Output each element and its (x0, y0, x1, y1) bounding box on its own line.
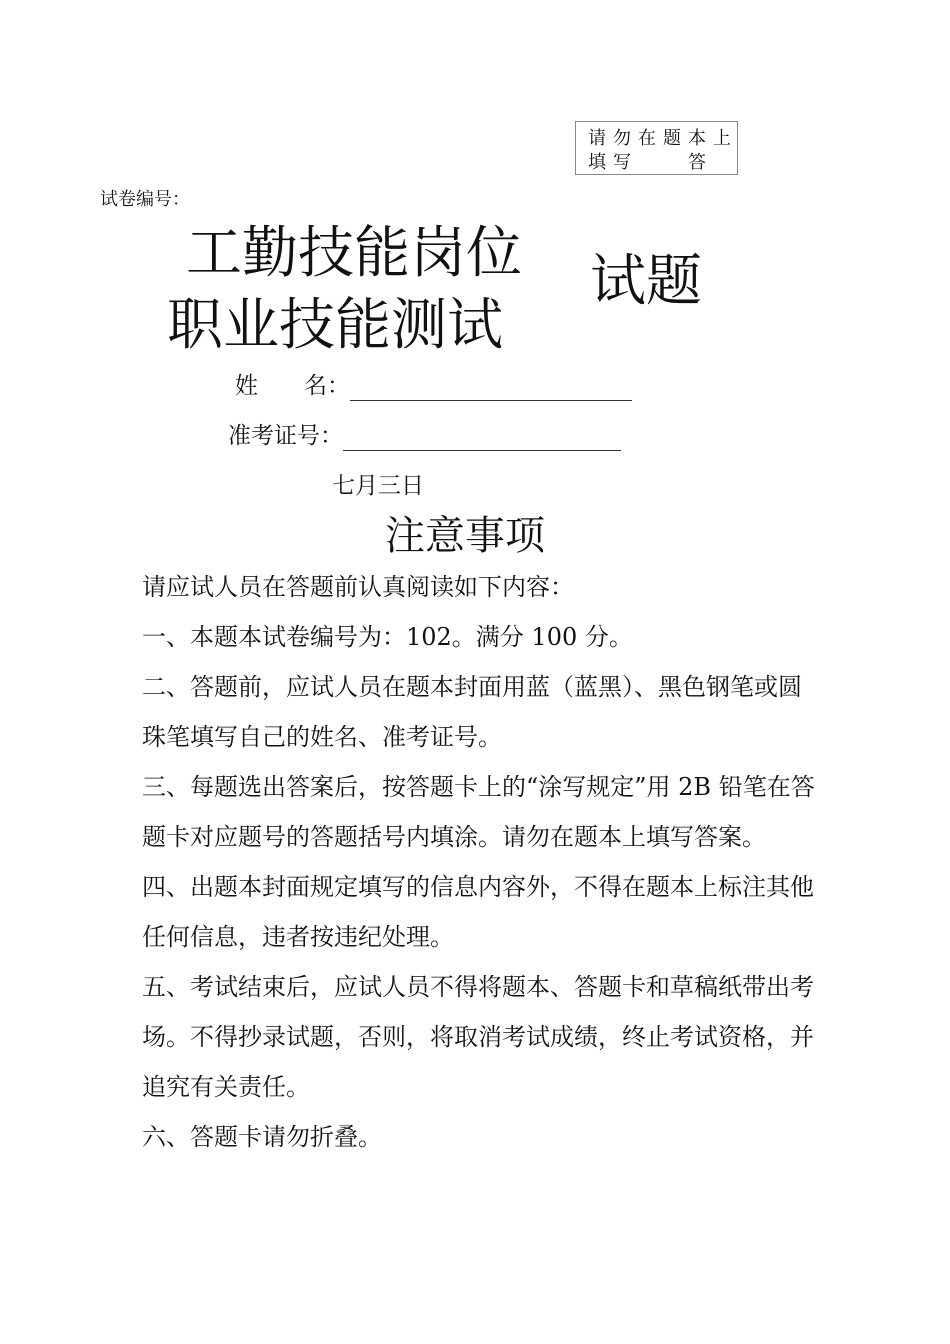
instruction-item-6: 六、答题卡请勿折叠。 (142, 1123, 382, 1151)
paper-number-label: 试卷编号： (100, 189, 190, 210)
title-line-1: 工勤技能岗位 (186, 221, 522, 286)
notice-line-1: 请勿在题本上 (588, 128, 738, 149)
instructions (142, 562, 822, 1162)
admission-blank[interactable] (343, 428, 621, 451)
title-side: 试题 (590, 249, 702, 314)
notice-line-2: 填写 答 (588, 152, 713, 173)
instructions-intro: 请应试人员在答题前认真阅读如下内容： (142, 573, 574, 601)
exam-date: 七月三日 (332, 473, 424, 499)
instruction-item-3: 三、每题选出答案后，按答题卡上的“涂写规定”用 2B 铅笔在答题卡对应题号的答题括号内填涂。请勿在题本上填写答案。 (142, 773, 815, 851)
admission-row (228, 421, 621, 451)
instruction-item-2: 二、答题前，应试人员在题本封面用蓝（蓝黑）、黑色钢笔或圆珠笔填写自己的姓名、准考证号。 (142, 673, 802, 751)
admission-label: 准考证号： (228, 423, 343, 449)
name-row (235, 371, 632, 401)
name-label: 姓 名： (235, 373, 350, 399)
title-line-2: 职业技能测试 (167, 293, 503, 358)
notes-heading: 注意事项 (385, 513, 545, 559)
notice-box (575, 121, 738, 175)
instruction-item-1: 一、本题本试卷编号为：102。满分 100 分。 (142, 623, 633, 651)
name-blank[interactable] (350, 378, 632, 401)
instruction-item-5: 五、考试结束后，应试人员不得将题本、答题卡和草稿纸带出考场。不得抄录试题，否则，将取消考试成绩，终止考试资格，并追究有关责任。 (142, 973, 814, 1101)
instruction-item-4: 四、出题本封面规定填写的信息内容外，不得在题本上标注其他任何信息，违者按违纪处理。 (142, 873, 814, 951)
